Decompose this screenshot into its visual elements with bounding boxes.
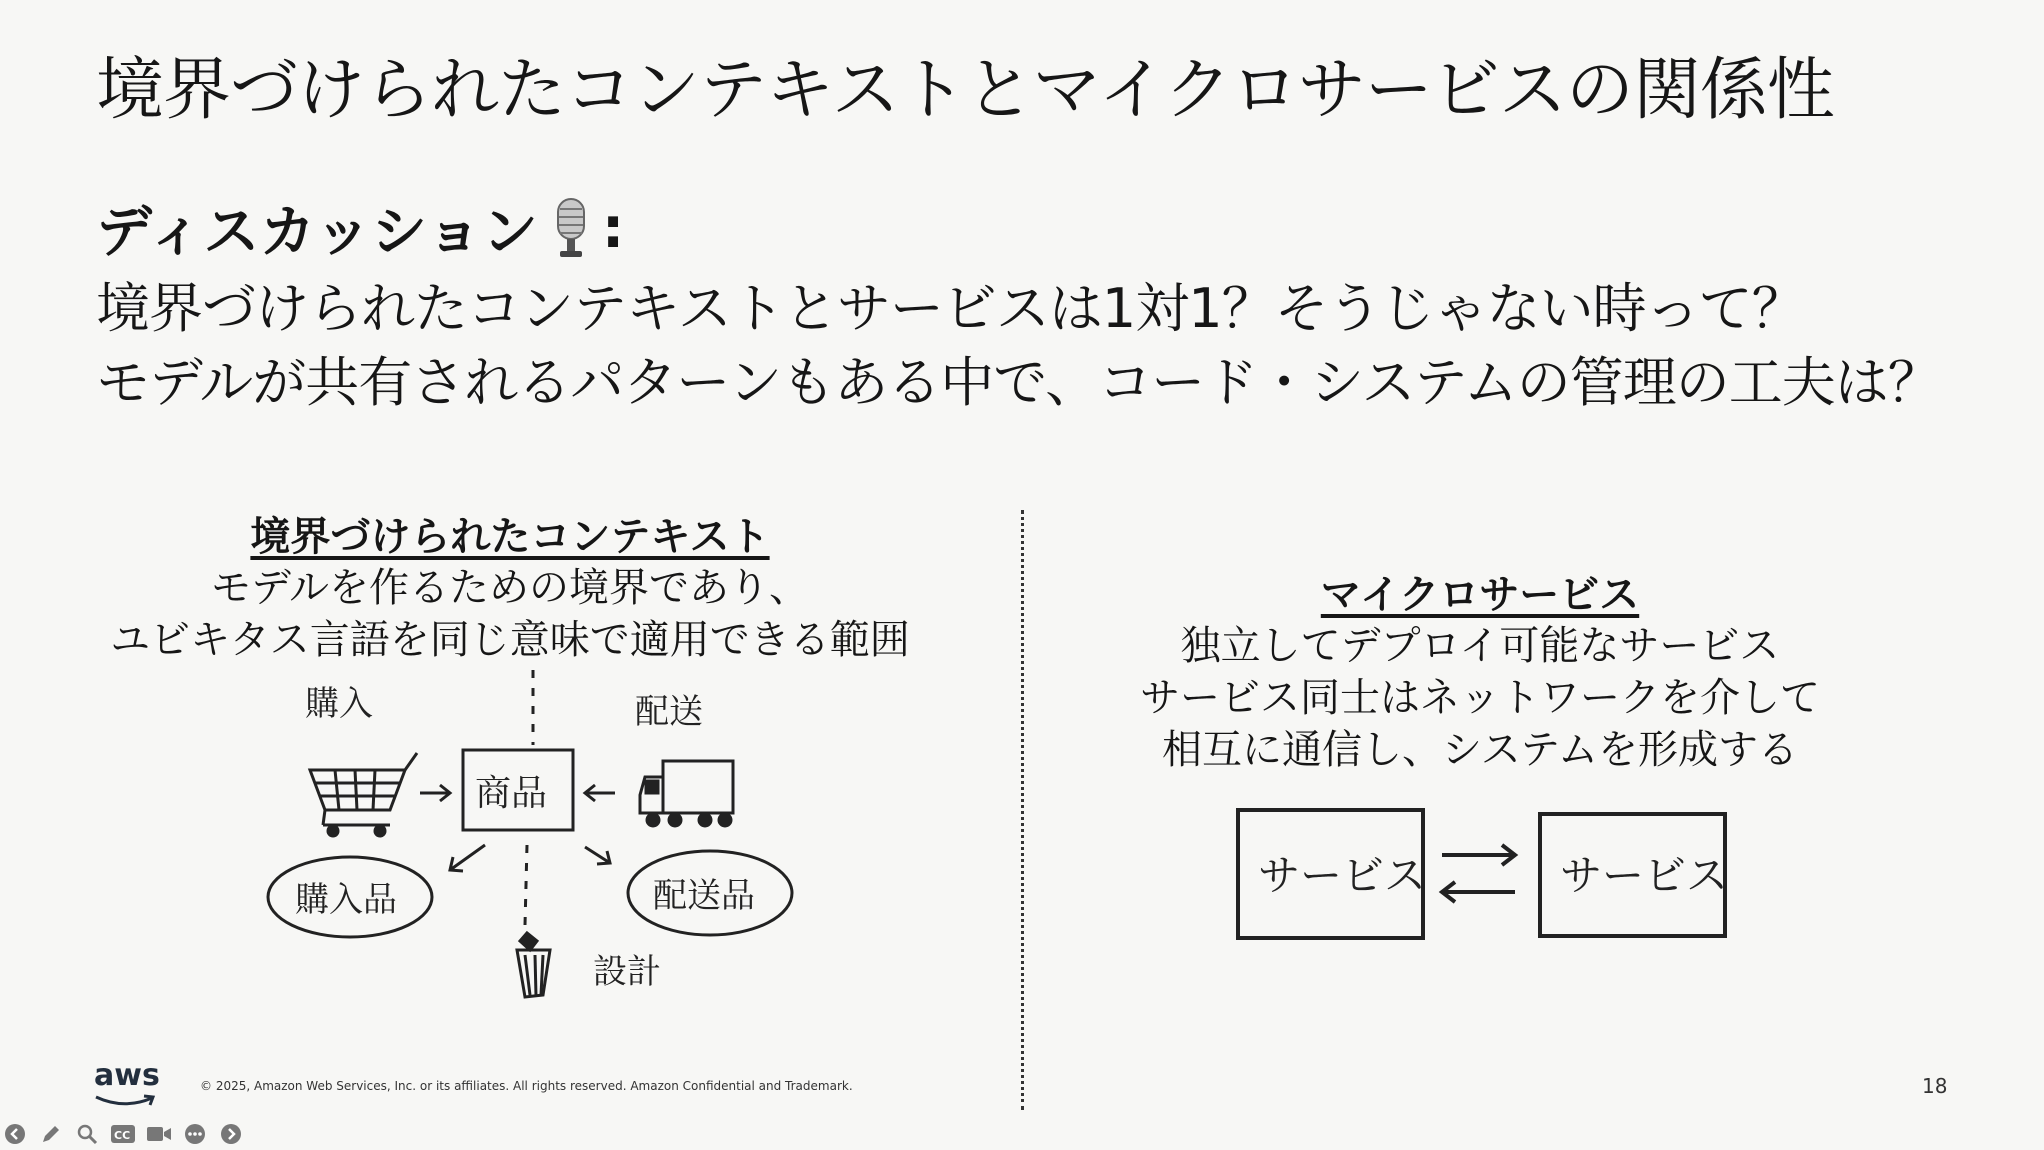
microservice-heading: マイクロサービス	[1320, 572, 1640, 618]
copyright-text: © 2025, Amazon Web Services, Inc. or its affiliates. All rights reserved. Amazon Confidential and Trademark.	[200, 1079, 853, 1093]
bounded-context-desc-1: モデルを作るための境界であり、	[211, 565, 809, 611]
aws-smile-icon	[94, 1094, 156, 1108]
bounded-context-section	[100, 505, 920, 666]
microservice-desc-3: 相互に通信し、システムを形成する	[1162, 727, 1798, 773]
microservice-desc-2: サービス同士はネットワークを介して	[1140, 675, 1820, 721]
presentation-toolbar	[0, 1118, 246, 1150]
discussion-question-2: モデルが共有されるパターンもある中で、コード・システムの管理の工夫は？	[96, 351, 1941, 414]
discussion-heading	[96, 188, 624, 268]
delivered-item-label: 配送品	[653, 876, 755, 916]
svg-text:CC: CC	[114, 1129, 131, 1142]
cc-icon[interactable]	[108, 1119, 138, 1149]
slide-title: 境界づけられたコンテキストとマイクロサービスの関係性	[96, 51, 1834, 130]
back-icon[interactable]	[0, 1119, 30, 1149]
bounded-context-desc-2: ユビキタス言語を同じ意味で適用できる範囲	[110, 617, 910, 663]
discussion-colon: :	[601, 195, 625, 261]
product-label: 商品	[475, 773, 548, 814]
service-a-label: サービス	[1258, 851, 1427, 900]
video-icon[interactable]	[144, 1119, 174, 1149]
purchase-label: 購入	[305, 684, 373, 724]
microphone-icon	[548, 195, 594, 261]
page-number: 18	[1922, 1074, 1948, 1098]
delivery-label: 配送	[635, 692, 703, 732]
bounded-context-heading: 境界づけられたコンテキスト	[250, 514, 770, 560]
bounded-context-sketch	[255, 665, 815, 1010]
discussion-label: ディスカッション	[96, 200, 538, 265]
shopping-cart-icon	[310, 753, 417, 836]
aws-logo: aws	[94, 1058, 160, 1112]
service-b-label: サービス	[1560, 851, 1729, 900]
discussion-question-1: 境界づけられたコンテキストとサービスは1対1？そうじゃない時って？	[96, 277, 1805, 340]
pen-icon[interactable]	[36, 1119, 66, 1149]
column-divider	[1021, 510, 1024, 1110]
more-icon[interactable]	[180, 1119, 210, 1149]
purchased-item-label: 購入品	[295, 880, 397, 920]
microservice-desc-1: 独立してデプロイ可能なサービス	[1180, 623, 1780, 669]
search-icon[interactable]	[72, 1119, 102, 1149]
delivery-truck-icon	[640, 761, 733, 826]
design-label: 設計	[593, 952, 661, 992]
pencil-icon	[517, 933, 550, 997]
microservice-sketch	[1230, 800, 1740, 950]
forward-icon[interactable]	[216, 1119, 246, 1149]
microservice-section	[1110, 563, 1850, 776]
